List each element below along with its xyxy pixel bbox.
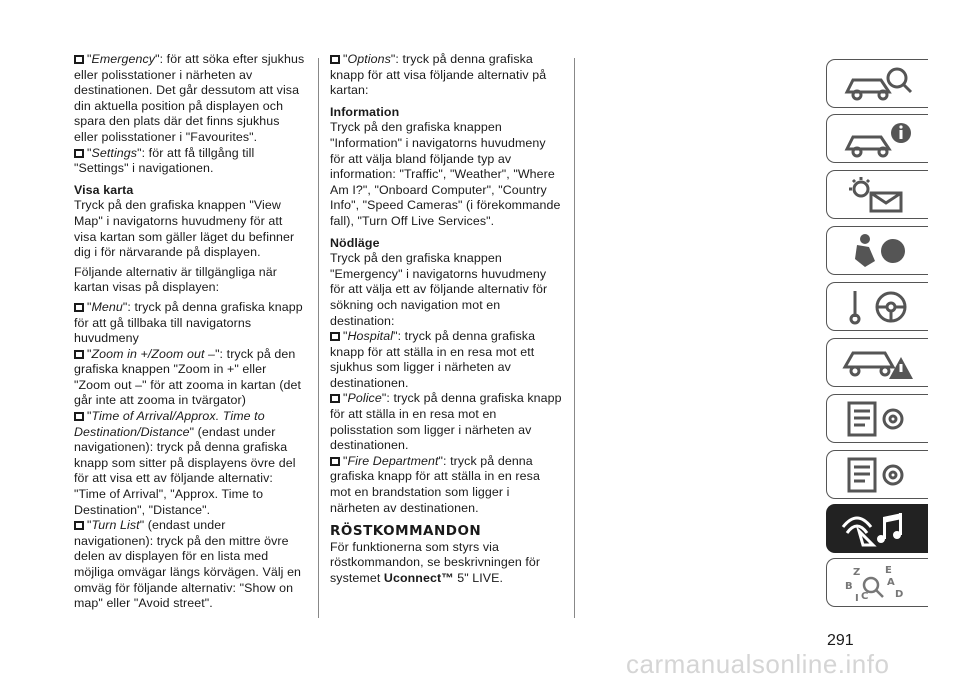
- bullet-square-icon: [74, 303, 84, 312]
- svg-text:A: A: [887, 577, 895, 588]
- paragraph-visa: Tryck på den grafiska knappen "View Map" i navigatorns huvudmeny för att visa kartan som gäller läget du befinner dig i för närvarande på displayen.: [74, 198, 295, 260]
- car-emergency-icon: [841, 343, 921, 383]
- service-list-gear-icon: [841, 455, 921, 495]
- service-wrench-wheel-icon: [841, 287, 921, 327]
- bullet-square-icon: [330, 457, 340, 466]
- tab-service-gear-list-2[interactable]: [826, 450, 928, 499]
- bullet-turn-list: "Turn List" (endast under navigationen): tryck på den mittre övre delen av displayen för en lista med möjliga omvägar längs körvägen. Välj en omväg för följande alternativ: "Show on map" eller "Avoid street".: [74, 518, 302, 611]
- bullet-square-icon: [74, 412, 84, 421]
- bullet-arrival: "Time of Arrival/Approx. Time to Destination/Distance" (endast under navigationen): tryck på denna grafiska knapp som sitter på displayens övre del för att visa ett av följande alternativ: "Time of Arrival", "Approx. Time to Destination", "Distance".: [74, 409, 296, 517]
- car-info-icon: [841, 119, 921, 159]
- bullet-square-icon: [74, 55, 84, 64]
- bullet-zoom: "Zoom in +/Zoom out –": tryck på den grafiska knappen "Zoom in +" eller "Zoom out –" för att zooma in kartan (det går inte att zooma in tvärgator): [74, 346, 302, 408]
- svg-text:B: B: [845, 581, 853, 592]
- right-column: [330, 52, 562, 587]
- paragraph-nodlage: Tryck på den grafiska knappen "Emergency" i navigatorns huvudmeny för att välja ett av följande alternativ för sökning och navigation mot en destination:: [330, 251, 548, 328]
- tab-multimedia-active[interactable]: [826, 504, 928, 553]
- bullet-police: "Police": tryck på denna grafiska knapp för att ställa in en resa mot en polisstation som ligger i närheten av destinationen.: [330, 391, 562, 453]
- tab-airbag-seat[interactable]: [826, 226, 928, 275]
- tab-service-gear-list[interactable]: [826, 394, 928, 443]
- svg-text:E: E: [885, 565, 892, 576]
- paragraph-rostkommandon: För funktionerna som styrs via röstkommandon, se beskrivningen för systemet Uconnect™ 5" LIVE.: [330, 539, 541, 585]
- watermark: carmanualsonline.info: [626, 649, 890, 679]
- bullet-hospital: "Hospital": tryck på denna grafiska knapp för att ställa in en resa mot ett sjukhus som ligger i närheten av destinationen.: [330, 329, 536, 390]
- heading-visa-karta: Visa karta: [74, 182, 134, 197]
- bullet-square-icon: [330, 332, 340, 341]
- bullet-fire: "Fire Department": tryck på denna grafiska knapp för att ställa in en resa mot en brandstation som ligger i närheten av destinationen.: [330, 453, 540, 515]
- page-number: 291: [827, 632, 854, 649]
- sun-mail-icon: [841, 175, 921, 215]
- bullet-square-icon: [74, 521, 84, 530]
- brand-uconnect: Uconnect™: [383, 571, 454, 585]
- svg-text:Z: Z: [853, 567, 861, 578]
- bullet-settings: "Settings": för att få tillgång till "Settings" i navigationen.: [74, 145, 255, 176]
- tab-car-dashboard[interactable]: [826, 59, 928, 108]
- bullet-square-icon: [330, 55, 340, 64]
- svg-text:D: D: [895, 589, 904, 600]
- bullet-square-icon: [74, 149, 84, 158]
- index-letters-icon: [841, 563, 921, 603]
- tab-sun-mail[interactable]: [826, 170, 928, 219]
- tab-car-emergency[interactable]: [826, 338, 928, 387]
- service-gear-list-icon: [841, 399, 921, 439]
- heading-rostkommandon: RÖSTKOMMANDON: [330, 523, 482, 540]
- tab-car-info[interactable]: [826, 114, 928, 163]
- left-column: [74, 52, 306, 612]
- bullet-square-icon: [330, 394, 340, 403]
- bullet-emergency: "Emergency": för att söka efter sjukhus eller polisstationer i närheten av destinationen. Det går dessutom att visa din aktuella position på displayen och spara den plats där det finns sjukhus eller polisstationer i "Favourites".: [74, 52, 305, 144]
- paragraph-visa-options: Följande alternativ är tillgängliga när kartan visas på displayen:: [74, 264, 277, 295]
- column-divider: [318, 58, 319, 618]
- heading-information: Information: [330, 104, 400, 119]
- airbag-seat-icon: [841, 231, 921, 271]
- multimedia-music-icon: [841, 509, 921, 549]
- bullet-options: "Options": tryck på denna grafiska knapp för att visa följande alternativ på kartan:: [330, 52, 547, 98]
- column-divider: [574, 58, 575, 618]
- svg-text:C: C: [861, 591, 869, 602]
- bullet-square-icon: [74, 350, 84, 359]
- tab-service-wrench-wheel[interactable]: [826, 282, 928, 331]
- svg-text:I: I: [855, 593, 859, 603]
- bullet-menu: "Menu": tryck på denna grafiska knapp för att gå tillbaka till navigatorns huvudmeny: [74, 299, 303, 346]
- paragraph-information: Tryck på den grafiska knappen "Information" i navigatorns huvudmeny för att välja bland följande typ av information: "Traffic", "Weather", "Where Am I?", "Onboard Computer", "Country Info", "Speed Cameras" (i förekommande fall), "Turn Off Live Services".: [330, 120, 561, 228]
- tab-index[interactable]: [826, 558, 928, 607]
- heading-nodlage: Nödläge: [330, 235, 380, 250]
- car-dashboard-icon: [841, 64, 921, 104]
